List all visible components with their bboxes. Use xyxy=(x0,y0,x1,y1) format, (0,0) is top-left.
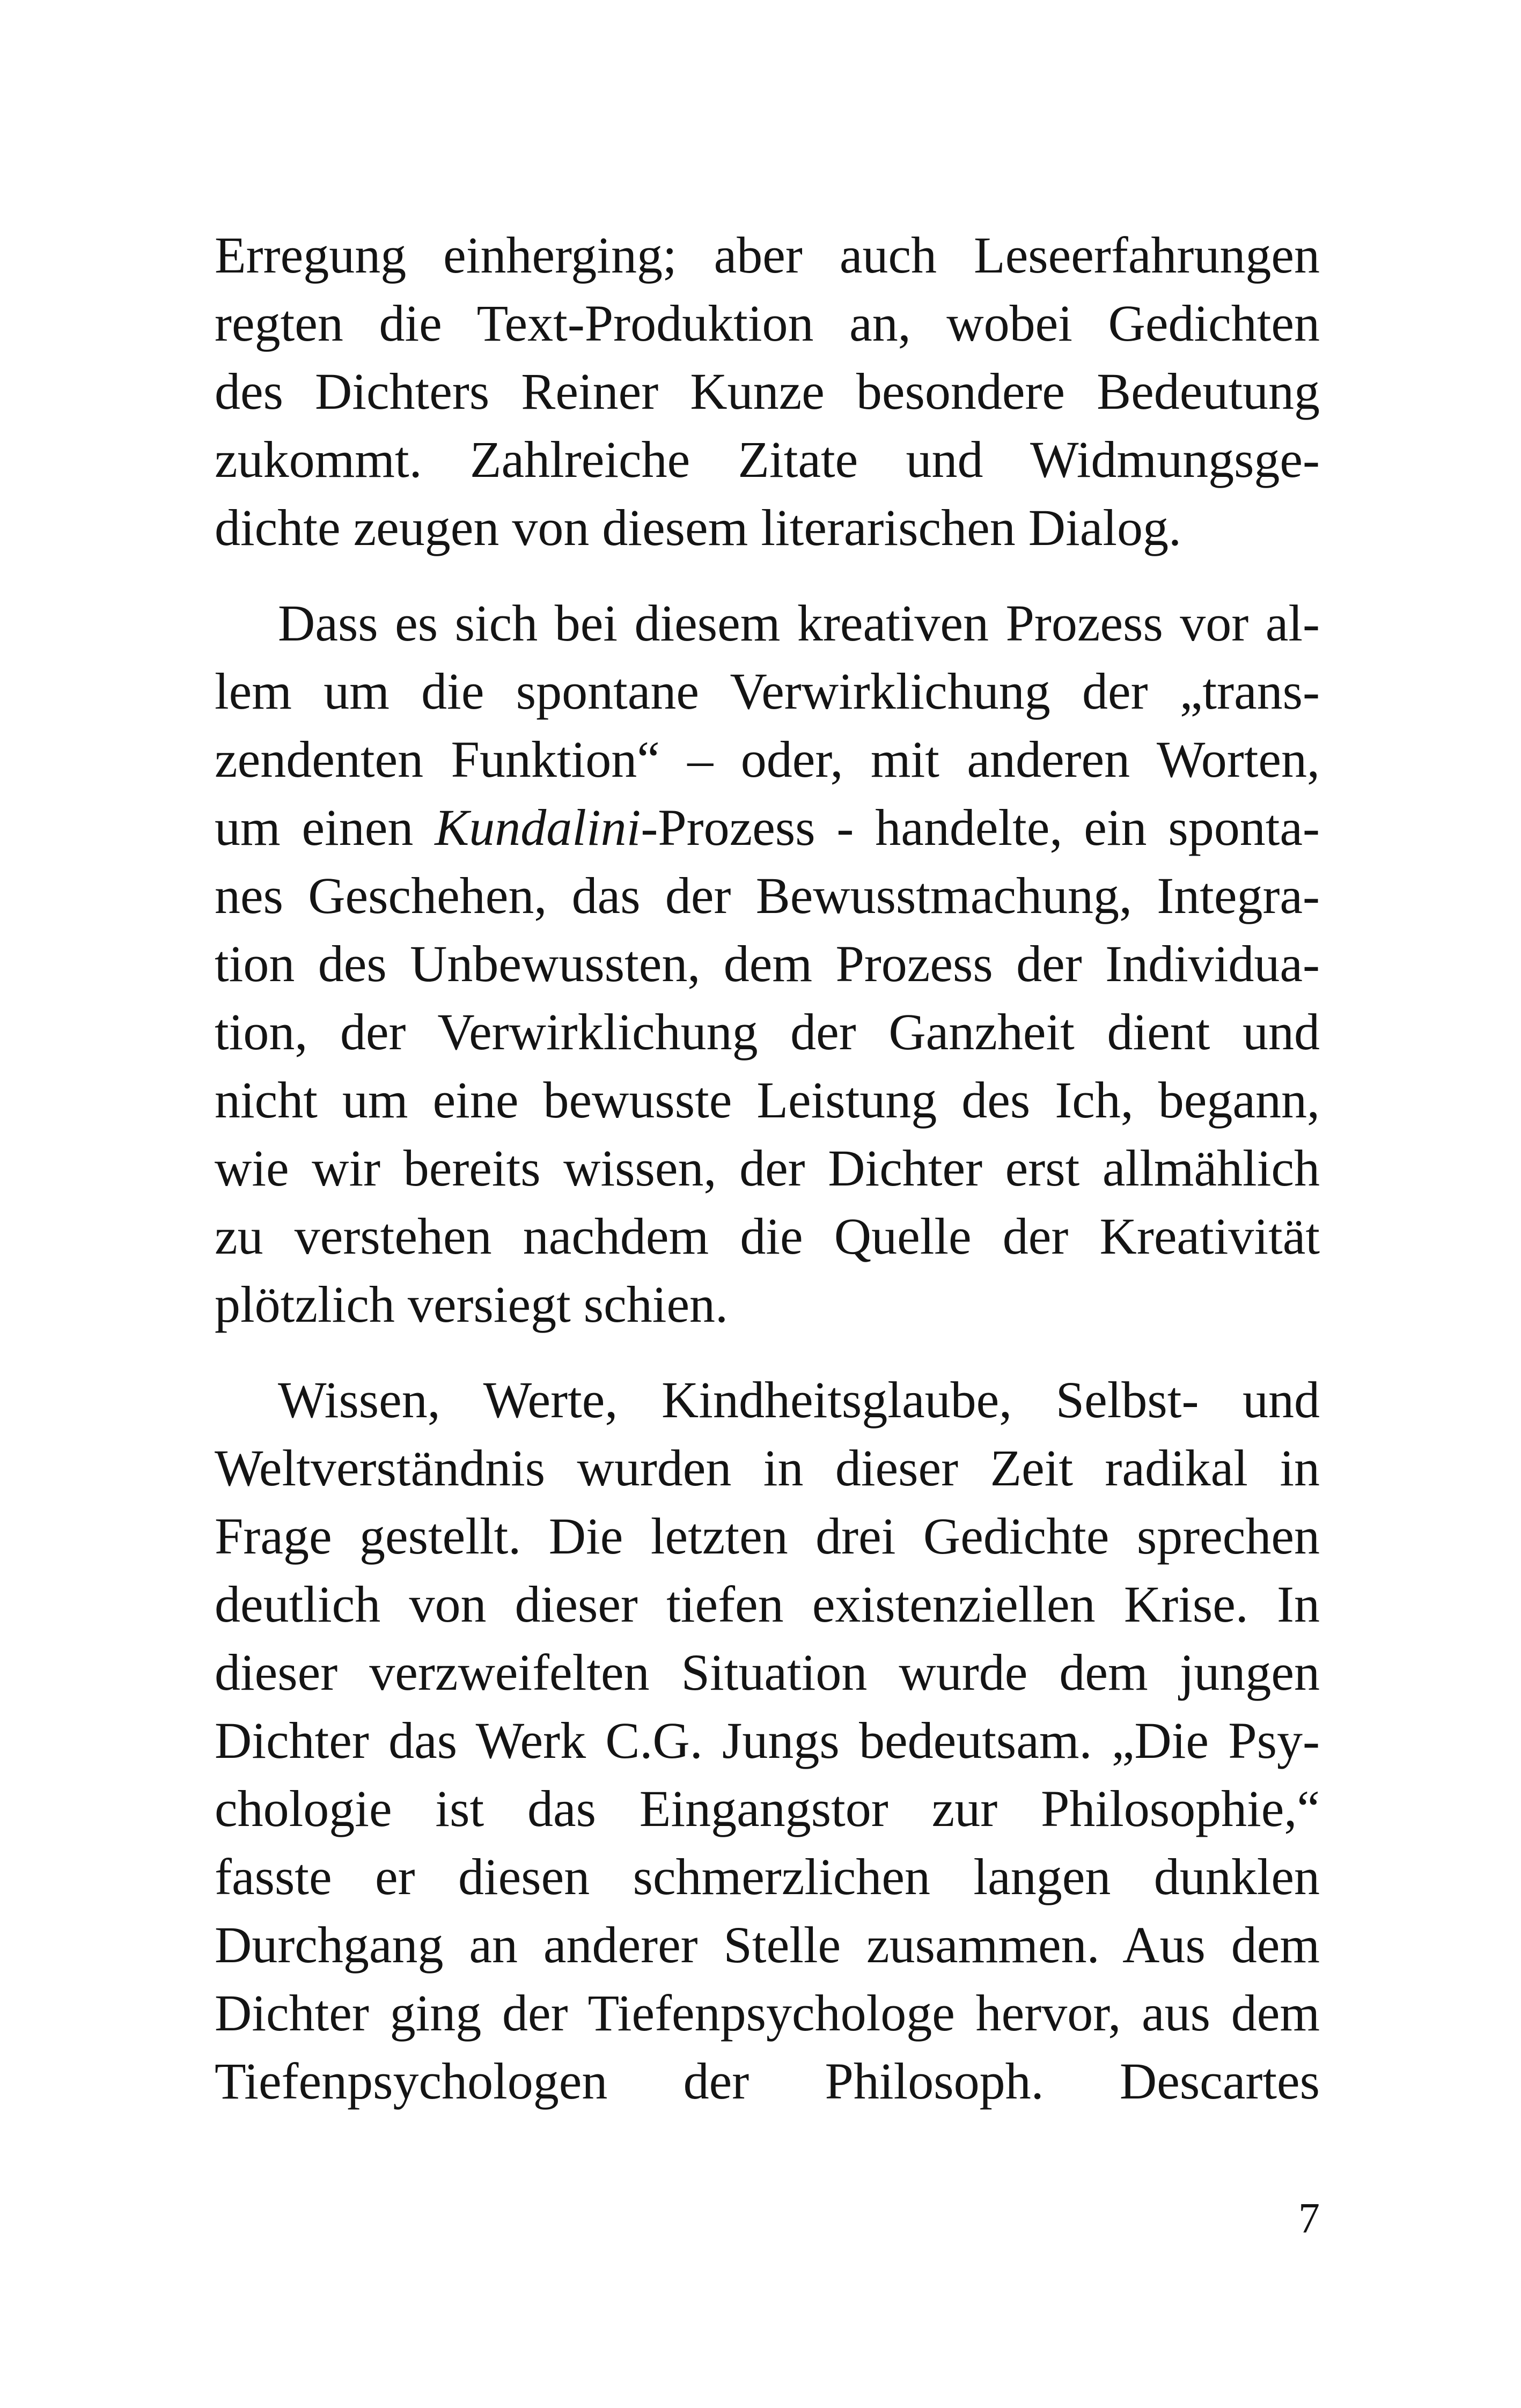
page-number: 7 xyxy=(1298,2195,1320,2242)
text-line: deutlich von dieser tiefen existenziellen Krise. In xyxy=(215,1575,1320,1633)
text-line: Frage gestellt. Die letzten drei Gedichte sprechen xyxy=(215,1507,1320,1565)
text-line: Dichter das Werk C.G. Jungs bedeutsam. „Die Psy- xyxy=(215,1712,1320,1769)
text-line: tion, der Verwirklichung der Ganzheit dient und xyxy=(215,1003,1320,1061)
text-line: Erregung einherging; aber auch Leseerfahrungen xyxy=(215,226,1320,284)
text-segment: um einen xyxy=(215,799,435,856)
text-line: tion des Unbewussten, dem Prozess der Individua- xyxy=(215,935,1320,992)
text-line: zukommt. Zahlreiche Zitate und Widmungsge- xyxy=(215,431,1320,488)
text-line: Durchgang an anderer Stelle zusammen. Aus dem xyxy=(215,1916,1320,1973)
text-line: regten die Text-Produktion an, wobei Gedichten xyxy=(215,294,1320,352)
text-line: fasste er diesen schmerzlichen langen dunklen xyxy=(215,1848,1320,1905)
text-line: dichte zeugen von diesem literarischen Dialog. xyxy=(215,499,1182,556)
body-text xyxy=(215,221,1320,2115)
text-line: Dichter ging der Tiefenpsychologe hervor, aus dem xyxy=(215,1984,1320,2042)
paragraph-2 xyxy=(215,589,1320,1338)
paragraph-3 xyxy=(215,1366,1320,2115)
text-segment: -Prozess - handelte, ein sponta- xyxy=(641,799,1320,856)
text-line: nes Geschehen, das der Bewusstmachung, Integra- xyxy=(215,867,1320,924)
text-line: Weltverständnis wurden in dieser Zeit radikal in xyxy=(215,1439,1320,1497)
italic-term: Kundalini xyxy=(435,799,641,856)
text-line: zendenten Funktion“ – oder, mit anderen Worten, xyxy=(215,731,1320,788)
text-line: wie wir bereits wissen, der Dichter erst allmählich xyxy=(215,1139,1320,1197)
text-line: Wissen, Werte, Kindheitsglaube, Selbst- und xyxy=(278,1371,1320,1428)
text-line: dieser verzweifelten Situation wurde dem jungen xyxy=(215,1644,1320,1701)
text-line: Dass es sich bei diesem kreativen Prozess vor al- xyxy=(278,594,1320,652)
text-line: plötzlich versiegt schien. xyxy=(215,1276,729,1333)
text-line-with-italic xyxy=(215,793,1320,861)
text-line: chologie ist das Eingangstor zur Philosophie,“ xyxy=(215,1780,1320,1837)
paragraph-1 xyxy=(215,221,1320,562)
text-line: Tiefenpsychologen der Philosoph. Descartes xyxy=(215,2052,1320,2110)
text-line: zu verstehen nachdem die Quelle der Kreativität xyxy=(215,1207,1320,1265)
text-line: nicht um eine bewusste Leistung des Ich, begann, xyxy=(215,1071,1320,1129)
text-line: lem um die spontane Verwirklichung der „trans- xyxy=(215,662,1320,720)
text-line: des Dichters Reiner Kunze besondere Bedeutung xyxy=(215,363,1320,420)
